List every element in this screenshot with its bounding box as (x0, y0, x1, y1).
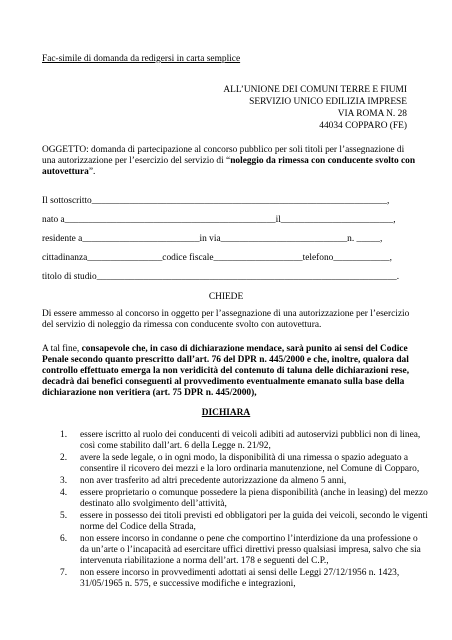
header-note: Fac-simile di domanda da redigersi in carta semplice (42, 54, 241, 64)
list-item-text: destinato allo svolgimento dell’attività, (80, 499, 227, 509)
list-item-number: 1. (60, 430, 68, 440)
list-item-text: da un’arte o l’incapacità ad esercitare uffici direttivi presso qualsiasi impresa, salvo che sia (80, 545, 421, 555)
fine-line-1 (42, 344, 408, 355)
field-sottoscritto: Il sottoscritto_______________________________________________________________, (42, 196, 390, 206)
list-item-text: non aver trasferito ad altri precedente autorizzazione da almeno 5 anni, (80, 476, 347, 486)
recipient-line-4: 44034 COPPARO (FE) (319, 121, 407, 131)
oggetto-line-3-plain: ”. (88, 167, 96, 177)
list-item-text: consentire il ricovero dei mezzi e la loro ordinaria manutenzione, nel Comune di Copparo, (80, 464, 420, 474)
list-item-text: 31/05/1965 n. 575, e successive modifiche e integrazioni, (80, 579, 296, 589)
list-item-number: 4. (60, 488, 68, 498)
list-item-text: non essere incorso in provvedimenti adottati ai sensi delle Leggi 27/12/1956 n. 1423, (80, 568, 400, 578)
list-item-text: così come stabilito dall’art. 6 della Legge n. 21/92, (80, 441, 271, 451)
oggetto-line-2 (42, 156, 415, 167)
field-titolo: titolo di studio________________________________________________________________. (42, 272, 400, 282)
oggetto-line-3 (42, 167, 95, 178)
fine-lead: A tal fine, (42, 344, 82, 354)
chiede-heading: CHIEDE (208, 292, 244, 302)
list-item-text: intervenuta riabilitazione a norma dell’art. 178 e seguenti del C.P., (80, 556, 329, 566)
field-nato: nato a_____________________________________________il________________________, (42, 215, 396, 225)
list-item-number: 6. (60, 534, 68, 544)
oggetto-line-3-bold: autovettura (42, 167, 89, 177)
oggetto-line-1: OGGETTO: domanda di partecipazione al concorso pubblico per soli titoli per l’assegnazione di (42, 145, 405, 155)
list-item-number: 2. (60, 453, 68, 463)
fine-bold-3: controllo effettuato emerga la non veridicità del contenuto di taluna delle dichiarazioni rese, (42, 366, 410, 376)
list-item-number: 7. (60, 568, 68, 578)
list-item-text: non essere incorso in condanne o pene che comportino l’interdizione da una professione o (80, 534, 418, 544)
oggetto-line-2-plain: una autorizzazione per l’esercizio del servizio di “ (42, 156, 231, 166)
field-cittadinanza: cittadinanza________________codice fiscale___________________telefono____________, (42, 253, 392, 263)
dichiara-heading: DICHIARA (201, 408, 251, 418)
recipient-line-2: SERVIZIO UNICO EDILIZIA IMPRESE (249, 97, 407, 107)
oggetto-line-2-bold: noleggio da rimessa con conducente svolto con (230, 156, 416, 166)
field-residente: residente a_________________________in via___________________________n. _____, (42, 234, 383, 244)
fine-bold-5: dichiarazione non veritiera (art. 75 DPR n. 445/2000), (42, 388, 257, 398)
list-item-text: essere iscritto al ruolo dei conducenti di veicoli adibiti ad autoservizi pubblici non di linea, (80, 430, 421, 440)
recipient-line-3: VIA ROMA N. 28 (337, 109, 407, 119)
recipient-line-1: ALL’UNIONE DEI COMUNI TERRE E FIUMI (223, 85, 407, 95)
list-item-text: essere in possesso dei titoli previsti ed obbligatori per la guida dei veicoli, secondo le vigenti (80, 511, 428, 521)
list-item-number: 5. (60, 511, 68, 521)
fine-bold-4: decadrà dai benefici conseguenti al provvedimento eventualmente emanato sulla base della (42, 377, 405, 387)
chiede-text-1: Di essere ammesso al concorso in oggetto per l’assegnazione di una autorizzazione per l’esercizio (42, 309, 410, 319)
list-item-text: avere la sede legale, o in ogni modo, la disponibilità di una rimessa o spazio adeguato a (80, 453, 409, 463)
fine-bold-2: Penale secondo quanto prescritto dall’art. 76 del DPR n. 445/2000 e che, inoltre, qualora dal (42, 355, 409, 365)
chiede-text-2: del servizio di noleggio da rimessa con conducente svolto con autovettura. (42, 320, 322, 330)
list-item-number: 3. (60, 476, 68, 486)
list-item-text: essere proprietario o comunque possedere la piena disponibilità (anche in leasing) del mezzo (80, 488, 428, 498)
list-item-text: norme del Codice della Strada, (80, 522, 196, 532)
fine-bold-1: consapevole che, in caso di dichiarazione mendace, sarà punito ai sensi del Codice (81, 344, 408, 354)
